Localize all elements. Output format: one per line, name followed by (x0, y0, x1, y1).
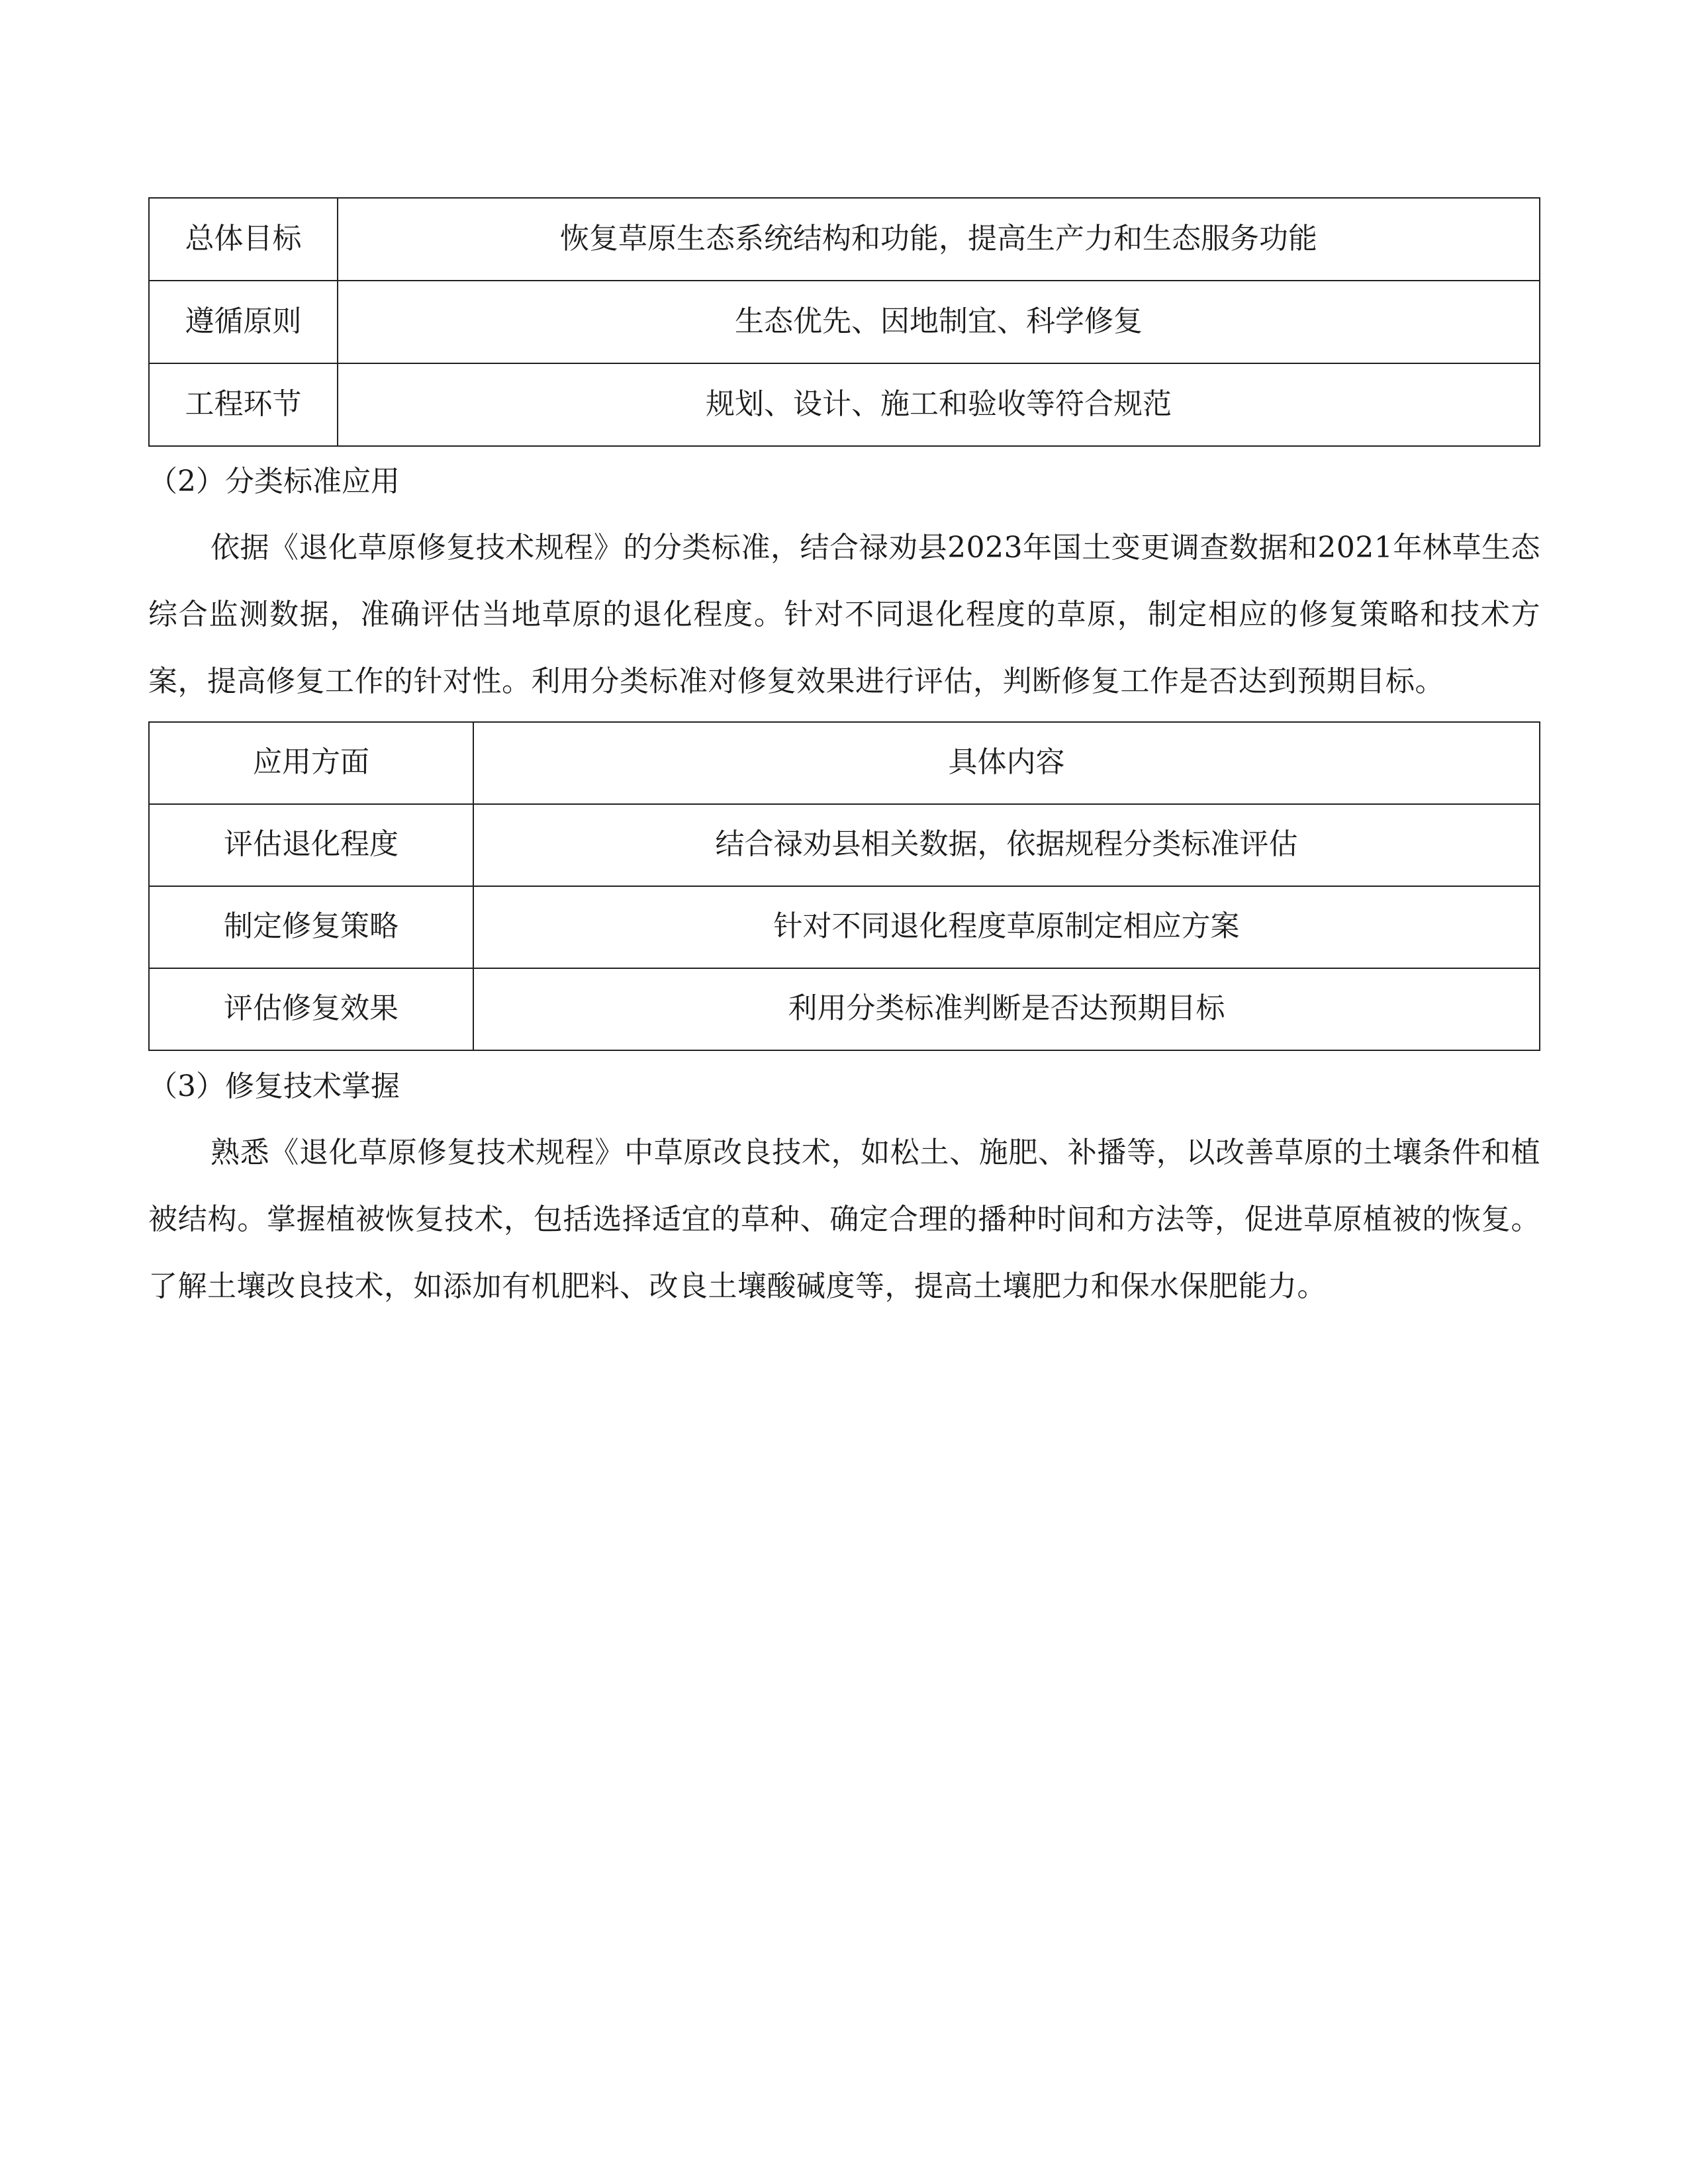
table-cell-label: 制定修复策略 (149, 886, 473, 968)
table-cell-label: 工程环节 (149, 363, 338, 446)
goals-table (148, 197, 1540, 447)
table-cell-label: 总体目标 (149, 198, 338, 281)
table-cell-content: 针对不同退化程度草原制定相应方案 (473, 886, 1540, 968)
table-row (149, 804, 1540, 886)
table-cell-content: 恢复草原生态系统结构和功能，提高生产力和生态服务功能 (338, 198, 1540, 281)
table-cell-label: 评估修复效果 (149, 968, 473, 1050)
table-cell-content: 生态优先、因地制宜、科学修复 (338, 281, 1540, 363)
section-heading: （2）分类标准应用 (148, 465, 400, 498)
body-paragraph: 熟悉《退化草原修复技术规程》中草原改良技术，如松土、施肥、补播等，以改善草原的土壤条件和植被结构。掌握植被恢复技术，包括选择适宜的草种、确定合理的播种时间和方法等，促进草原植被的恢复。了解土壤改良技术，如添加有机肥料、改良土壤酸碱度等，提高土壤肥力和保水保肥能力。 (148, 1135, 1540, 1303)
table-cell-content: 规划、设计、施工和验收等符合规范 (338, 363, 1540, 446)
application-table (148, 721, 1540, 1051)
table-row (149, 968, 1540, 1050)
table-row (149, 886, 1540, 968)
table-cell-label: 遵循原则 (149, 281, 338, 363)
body-paragraph: 依据《退化草原修复技术规程》的分类标准，结合禄劝县2023年国土变更调查数据和2021年林草生态综合监测数据，准确评估当地草原的退化程度。针对不同退化程度的草原，制定相应的修复策略和技术方案，提高修复工作的针对性。利用分类标准对修复效果进行评估，判断修复工作是否达到预期目标。 (148, 530, 1540, 698)
table-header-cell: 具体内容 (473, 722, 1540, 804)
section-heading: （3）修复技术掌握 (148, 1069, 400, 1103)
table-header-row (149, 722, 1540, 804)
table-row (149, 363, 1540, 446)
table-cell-label: 评估退化程度 (149, 804, 473, 886)
table-header-cell: 应用方面 (149, 722, 473, 804)
table-row (149, 198, 1540, 281)
document-body (148, 197, 1540, 1320)
table-row (149, 281, 1540, 363)
table-cell-content: 结合禄劝县相关数据，依据规程分类标准评估 (473, 804, 1540, 886)
table-cell-content: 利用分类标准判断是否达预期目标 (473, 968, 1540, 1050)
